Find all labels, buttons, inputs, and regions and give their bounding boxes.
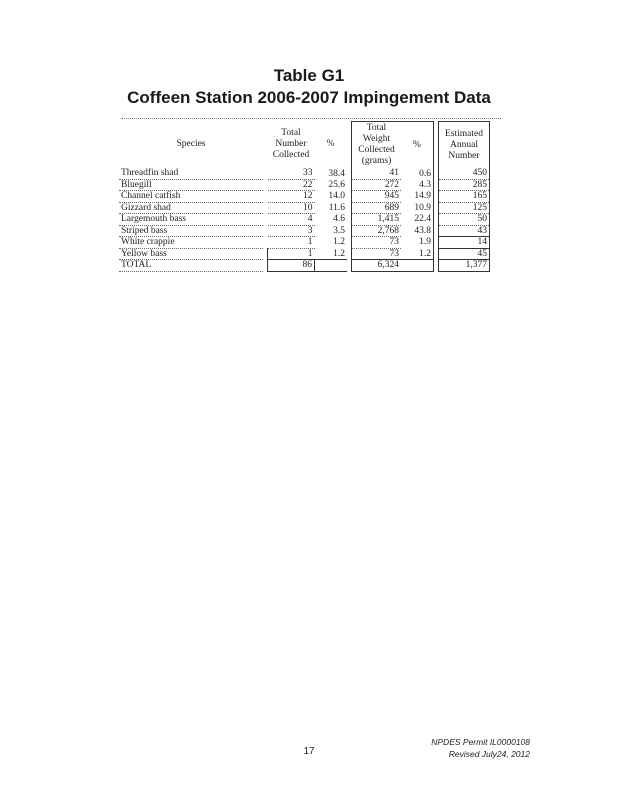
table-row: Largemouth bass 4 4.6 1,415 22.4 50 [119,214,490,226]
table-row: Threadfin shad 33 38.4 41 0.6 450 [119,168,490,179]
header-species: Species [176,139,206,150]
header-row [119,122,490,169]
table-row: Striped bass 3 3.5 2,768 43.8 43 [119,225,490,237]
footer-permit: NPDES Permit IL0000108 [431,737,530,747]
table-title: Table G1 [273,66,345,85]
header-pct-weight: % [401,122,434,169]
total-weight: 6,324 [352,260,402,272]
footer-revised: Revised July24, 2012 [448,749,530,759]
table-top-rule [121,118,501,119]
total-estimated: 1,377 [439,260,490,272]
total-number: 86 [268,260,315,272]
header-total-number: Total Number Collected [272,128,310,161]
table-row: Channel catfish 12 14.0 945 14.9 165 [119,191,490,203]
table-row: White crappie 1 1.2 73 1.9 14 [119,237,490,249]
total-label: TOTAL [119,260,263,272]
table-row: Yellow bass 1 1.2 73 1.2 45 [119,248,490,260]
impingement-table [119,121,490,272]
table-row: Gizzard shad 10 11.6 689 10.9 125 [119,202,490,214]
header-pct: % [326,139,335,150]
header-total-weight: Total Weight Collected (grams) [352,122,402,169]
header-estimated: Estimated Annual Number [439,122,490,169]
table-subtitle: Coffeen Station 2006-2007 Impingement Data [127,88,491,107]
total-row [119,260,490,272]
page-number: 17 [303,746,315,757]
table-row: Bluegill 22 25.6 272 4.3 285 [119,179,490,191]
